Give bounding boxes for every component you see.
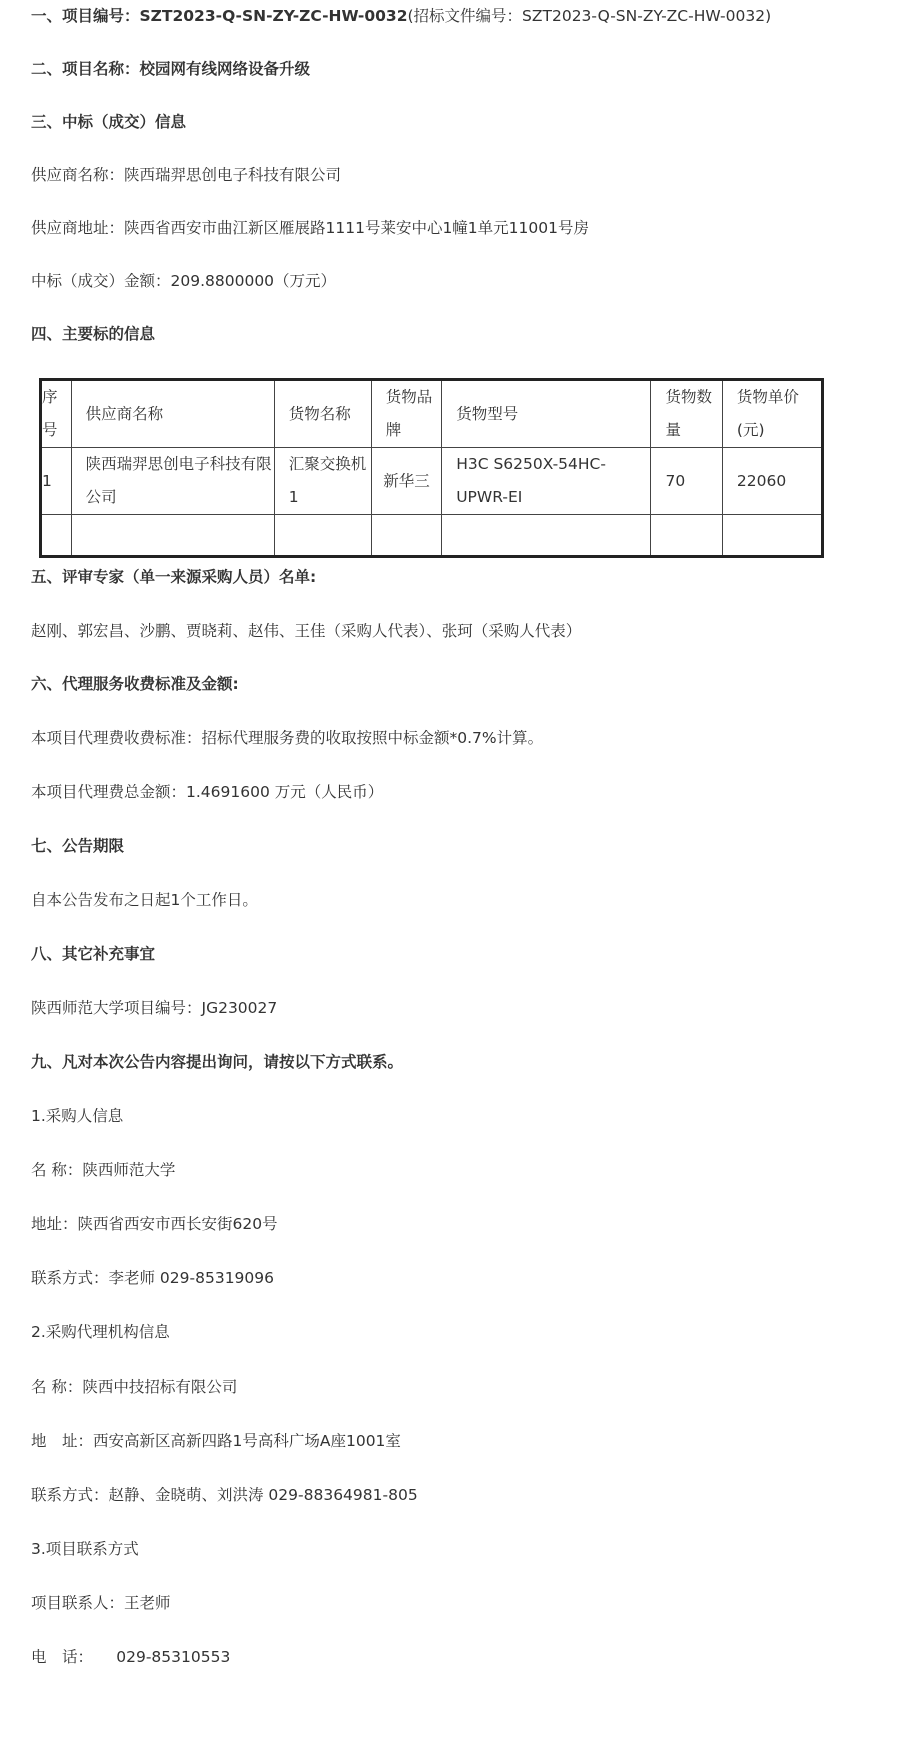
- table-empty-row: [41, 515, 823, 557]
- agency-contact: 联系方式：赵静、金晓萌、刘洪涛 029-88364981-805: [31, 1486, 418, 1504]
- agency-address: 地 址：西安高新区高新四路1号高科广场A座1001室: [31, 1432, 401, 1450]
- agency-fee-heading: 六、代理服务收费标准及金额:: [31, 675, 239, 693]
- cell-supplier: 陕西瑞羿思创电子科技有限公司: [71, 448, 274, 515]
- supplier-name: 供应商名称：陕西瑞羿思创电子科技有限公司: [31, 166, 342, 184]
- buyer-contact: 联系方式：李老师 029-85319096: [31, 1269, 274, 1287]
- project-number-label: 一、项目编号：: [31, 7, 140, 25]
- header-seq: 序号: [41, 380, 72, 448]
- main-items-heading: 四、主要标的信息: [31, 325, 156, 343]
- project-contact-person: 项目联系人：王老师: [31, 1594, 171, 1612]
- contact-heading: 九、凡对本次公告内容提出询问，请按以下方式联系。: [31, 1053, 404, 1071]
- agency-name: 名 称：陕西中技招标有限公司: [31, 1378, 238, 1396]
- review-experts-heading: 五、评审专家（单一来源采购人员）名单:: [31, 568, 317, 586]
- buyer-info-title: 1.采购人信息: [31, 1107, 124, 1125]
- header-goods-name: 货物名称: [274, 380, 371, 448]
- main-items-table: [39, 378, 824, 558]
- table-header-row: [41, 380, 823, 448]
- tender-doc-number-note: (招标文件编号：SZT2023-Q-SN-ZY-ZC-HW-0032): [407, 7, 772, 25]
- other-matters-heading: 八、其它补充事宜: [31, 945, 156, 963]
- agency-fee-standard: 本项目代理费收费标准：招标代理服务费的收取按照中标金额*0.7%计算。: [31, 729, 544, 747]
- notice-period-heading: 七、公告期限: [31, 837, 125, 855]
- supplier-address: 供应商地址：陕西省西安市曲江新区雁展路1111号莱安中心1幢1单元11001号房: [31, 219, 589, 237]
- project-contact-phone: 电 话： 029-85310553: [31, 1648, 231, 1666]
- cell-model: H3C S6250X-54HC-UPWR-EI: [442, 448, 651, 515]
- project-name-value: 校园网有线网络设备升级: [139, 60, 311, 78]
- agency-info-title: 2.采购代理机构信息: [31, 1323, 170, 1341]
- award-amount: 中标（成交）金额：209.8800000（万元）: [31, 272, 337, 290]
- agency-fee-total: 本项目代理费总金额：1.4691600 万元（人民币）: [31, 783, 384, 801]
- buyer-address: 地址：陕西省西安市西长安街620号: [31, 1215, 278, 1233]
- header-model: 货物型号: [442, 380, 651, 448]
- project-number-line: [31, 5, 771, 27]
- award-info-heading: 三、中标（成交）信息: [31, 113, 187, 131]
- cell-quantity: 70: [651, 448, 722, 515]
- review-experts-list: 赵刚、郭宏昌、沙鹏、贾晓莉、赵伟、王佳（采购人代表）、张珂（采购人代表）: [31, 622, 582, 640]
- header-unit-price: 货物单价(元): [722, 380, 822, 448]
- cell-brand: 新华三: [371, 448, 441, 515]
- buyer-name: 名 称：陕西师范大学: [31, 1161, 176, 1179]
- project-name-line: [31, 58, 310, 80]
- cell-unit-price: 22060: [722, 448, 822, 515]
- cell-seq: 1: [41, 448, 72, 515]
- project-contact-title: 3.项目联系方式: [31, 1540, 139, 1558]
- university-project-number: 陕西师范大学项目编号：JG230027: [31, 999, 278, 1017]
- project-number-value: SZT2023-Q-SN-ZY-ZC-HW-0032: [139, 7, 408, 25]
- header-brand: 货物品牌: [371, 380, 441, 448]
- header-supplier: 供应商名称: [71, 380, 274, 448]
- cell-goods-name: 汇聚交换机1: [274, 448, 371, 515]
- project-name-label: 二、项目名称：: [31, 60, 140, 78]
- header-quantity: 货物数量: [651, 380, 722, 448]
- notice-period-text: 自本公告发布之日起1个工作日。: [31, 891, 258, 909]
- table-row: [41, 448, 823, 515]
